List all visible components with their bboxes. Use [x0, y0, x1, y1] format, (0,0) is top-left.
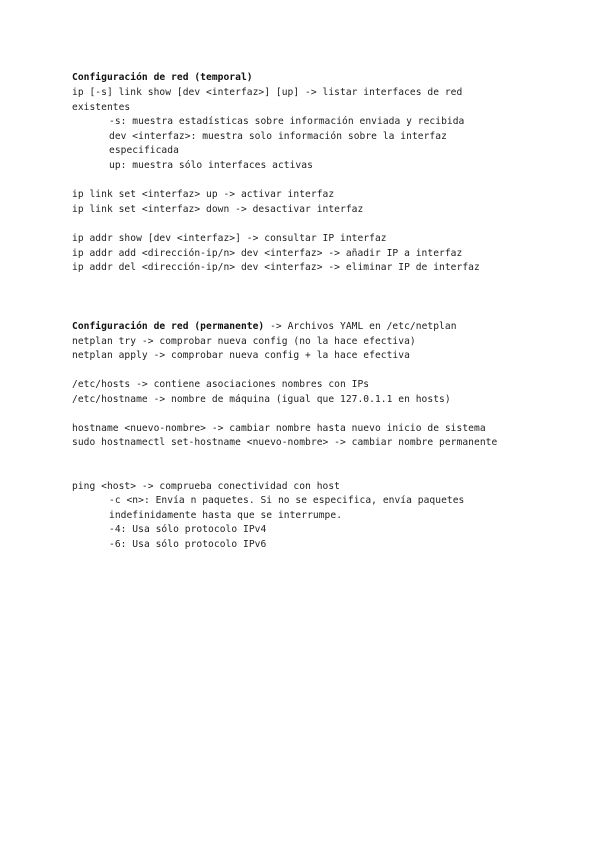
text-line: ip link set <interfaz> down -> desactivar interfaz: [72, 204, 364, 215]
text-line: ip link set <interfaz> up -> activar interfaz: [72, 189, 335, 200]
text-line: /etc/hostname -> nombre de máquina (igual que 127.0.1.1 en hosts): [72, 394, 451, 405]
text-line: indefinidamente hasta que se interrumpe.: [109, 510, 343, 521]
text-line: ping <host> -> comprueba conectividad con host: [72, 481, 340, 492]
text-line: especificada: [109, 145, 179, 156]
text-line: -c <n>: Envía n paquetes. Si no se especifica, envía paquetes: [109, 495, 465, 506]
text-line: -4: Usa sólo protocolo IPv4: [109, 524, 267, 535]
text-line: ip addr show [dev <interfaz>] -> consultar IP interfaz: [72, 233, 387, 244]
text-line: netplan try -> comprobar nueva config (no la hace efectiva): [72, 336, 416, 347]
text-line: sudo hostnamectl set-hostname <nuevo-nombre> -> cambiar nombre permanente: [72, 437, 498, 448]
text-line: ip addr add <dirección-ip/n> dev <interfaz> -> añadir IP a interfaz: [72, 248, 463, 259]
text-line: /etc/hosts -> contiene asociaciones nombres con IPs: [72, 379, 370, 390]
text-line: dev <interfaz>: muestra solo información sobre la interfaz: [109, 131, 447, 142]
section-heading-line-permanente: [72, 320, 457, 335]
text-line: netplan apply -> comprobar nueva config + la hace efectiva: [72, 350, 410, 361]
text-line: -6: Usa sólo protocolo IPv6: [109, 539, 267, 550]
section-heading-temporal: Configuración de red (temporal): [72, 72, 253, 83]
text-line: hostname <nuevo-nombre> -> cambiar nombre hasta nuevo inicio de sistema: [72, 423, 486, 434]
text-line: existentes: [72, 102, 131, 113]
heading-suffix: -> Archivos YAML en /etc/netplan: [264, 321, 457, 332]
text-line: ip addr del <dirección-ip/n> dev <interfaz> -> eliminar IP de interfaz: [72, 262, 480, 273]
section-heading-permanente: Configuración de red (permanente): [72, 321, 265, 332]
text-line: ip [-s] link show [dev <interfaz>] [up] -> listar interfaces de red: [72, 87, 463, 98]
text-line: up: muestra sólo interfaces activas: [109, 160, 313, 171]
text-line: -s: muestra estadísticas sobre información enviada y recibida: [109, 116, 465, 127]
